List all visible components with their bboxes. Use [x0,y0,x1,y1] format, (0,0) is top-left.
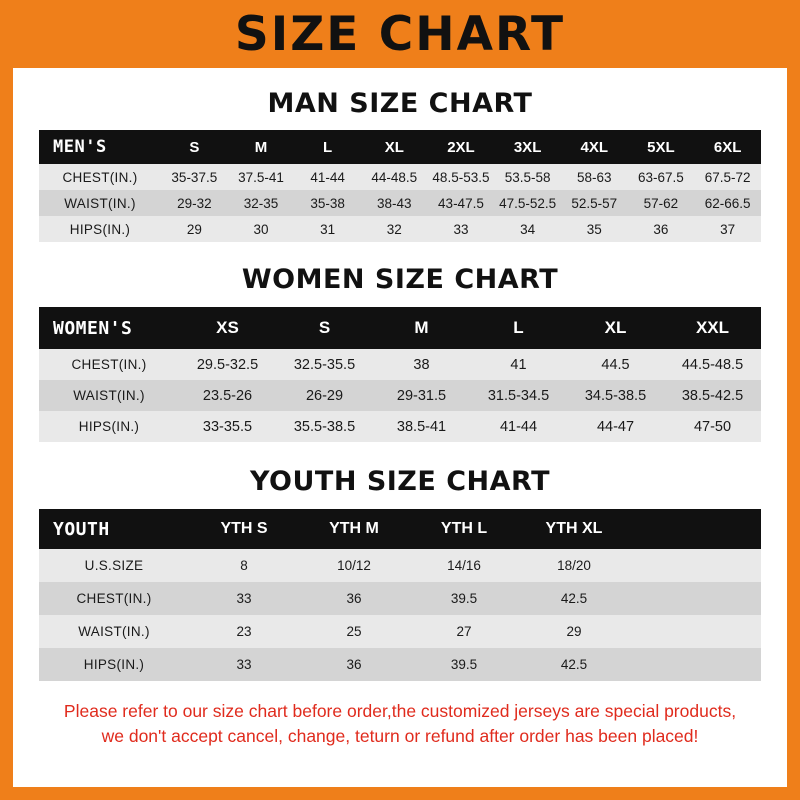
women-cell: 33-35.5 [179,411,276,442]
youth-cell-spacer [629,615,761,648]
men-header-cell: XL [361,130,428,164]
youth-cell: 33 [189,582,299,615]
men-cell: 62-66.5 [694,190,761,216]
women-row-label: CHEST(IN.) [39,349,179,380]
youth-cell: 42.5 [519,648,629,681]
women-cell: 41-44 [470,411,567,442]
men-cell: 34 [494,216,561,242]
youth-cell: 39.5 [409,648,519,681]
women-cell: 34.5-38.5 [567,380,664,411]
youth-row-label: HIPS(IN.) [39,648,189,681]
youth-cell: 25 [299,615,409,648]
youth-header-cell: YTH M [299,509,409,549]
men-cell: 38-43 [361,190,428,216]
men-cell: 53.5-58 [494,164,561,190]
youth-section-title: YOUTH SIZE CHART [249,466,551,497]
youth-cell: 36 [299,648,409,681]
footer-note-line-1: Please refer to our size chart before order,the customized jerseys are special products, [63,701,737,721]
men-cell: 35-38 [294,190,361,216]
men-cell: 36 [628,216,695,242]
women-cell: 44.5 [567,349,664,380]
men-cell: 29-32 [161,190,228,216]
youth-header-cell: YTH XL [519,509,629,549]
youth-header-cell: YTH L [409,509,519,549]
youth-header-cell: YTH S [189,509,299,549]
youth-cell: 23 [189,615,299,648]
men-cell: 35-37.5 [161,164,228,190]
women-section-title: WOMEN SIZE CHART [241,264,559,295]
men-section-title: MAN SIZE CHART [267,88,533,119]
bottom-accent-bar [0,787,800,800]
table-row [39,216,761,242]
men-cell: 37.5-41 [228,164,295,190]
women-cell: 23.5-26 [179,380,276,411]
youth-cell: 29 [519,615,629,648]
men-header-cell: MEN'S [39,130,161,164]
men-header-cell: M [228,130,295,164]
youth-cell: 33 [189,648,299,681]
youth-cell-spacer [629,582,761,615]
youth-cell: 14/16 [409,549,519,582]
women-header-cell: XS [179,307,276,349]
men-cell: 30 [228,216,295,242]
women-cell: 38 [373,349,470,380]
men-cell: 37 [694,216,761,242]
youth-cell: 8 [189,549,299,582]
banner-title: SIZE CHART [234,6,566,62]
women-header-cell: XXL [664,307,761,349]
women-cell: 47-50 [664,411,761,442]
youth-cell: 36 [299,582,409,615]
men-cell: 44-48.5 [361,164,428,190]
women-cell: 41 [470,349,567,380]
women-header-cell: WOMEN'S [39,307,179,349]
youth-size-table [39,509,761,681]
men-header-cell: 3XL [494,130,561,164]
youth-cell-spacer [629,648,761,681]
table-header-row [39,130,761,164]
women-section [13,264,787,442]
table-row [39,349,761,380]
men-cell: 32-35 [228,190,295,216]
women-header-cell: L [470,307,567,349]
table-row [39,380,761,411]
women-cell: 29-31.5 [373,380,470,411]
women-cell: 38.5-41 [373,411,470,442]
table-header-row [39,509,761,549]
women-cell: 29.5-32.5 [179,349,276,380]
youth-cell: 42.5 [519,582,629,615]
women-row-label: WAIST(IN.) [39,380,179,411]
men-header-cell: 5XL [628,130,695,164]
footer-note-line-2: we don't accept cancel, change, teturn or refund after order has been placed! [101,726,699,747]
youth-cell: 27 [409,615,519,648]
table-row [39,411,761,442]
men-cell: 67.5-72 [694,164,761,190]
men-cell: 57-62 [628,190,695,216]
men-cell: 48.5-53.5 [428,164,495,190]
table-row [39,164,761,190]
women-size-table [39,307,761,442]
men-cell: 33 [428,216,495,242]
youth-cell: 39.5 [409,582,519,615]
women-cell: 32.5-35.5 [276,349,373,380]
table-header-row [39,307,761,349]
men-row-label: CHEST(IN.) [39,164,161,190]
table-row [39,549,761,582]
men-cell: 35 [561,216,628,242]
men-row-label: WAIST(IN.) [39,190,161,216]
men-header-cell: 6XL [694,130,761,164]
women-header-cell: XL [567,307,664,349]
men-row-label: HIPS(IN.) [39,216,161,242]
men-header-cell: S [161,130,228,164]
men-cell: 47.5-52.5 [494,190,561,216]
table-row [39,648,761,681]
table-row [39,615,761,648]
women-header-cell: M [373,307,470,349]
youth-section [13,466,787,681]
men-cell: 32 [361,216,428,242]
women-cell: 26-29 [276,380,373,411]
youth-cell-spacer [629,549,761,582]
footer-note [13,699,787,750]
men-cell: 63-67.5 [628,164,695,190]
men-cell: 29 [161,216,228,242]
youth-row-label: CHEST(IN.) [39,582,189,615]
youth-cell: 18/20 [519,549,629,582]
women-cell: 44.5-48.5 [664,349,761,380]
men-size-table [39,130,761,242]
men-section [13,88,787,242]
men-cell: 58-63 [561,164,628,190]
youth-header-cell: YOUTH [39,509,189,549]
men-cell: 31 [294,216,361,242]
youth-row-label: WAIST(IN.) [39,615,189,648]
women-header-cell: S [276,307,373,349]
men-cell: 41-44 [294,164,361,190]
table-row [39,582,761,615]
women-cell: 31.5-34.5 [470,380,567,411]
youth-header-spacer [629,509,761,549]
banner [0,0,800,68]
women-cell: 38.5-42.5 [664,380,761,411]
men-header-cell: 2XL [428,130,495,164]
women-row-label: HIPS(IN.) [39,411,179,442]
women-cell: 44-47 [567,411,664,442]
youth-cell: 10/12 [299,549,409,582]
men-cell: 52.5-57 [561,190,628,216]
women-cell: 35.5-38.5 [276,411,373,442]
table-row [39,190,761,216]
youth-row-label: U.S.SIZE [39,549,189,582]
men-header-cell: 4XL [561,130,628,164]
men-header-cell: L [294,130,361,164]
men-cell: 43-47.5 [428,190,495,216]
